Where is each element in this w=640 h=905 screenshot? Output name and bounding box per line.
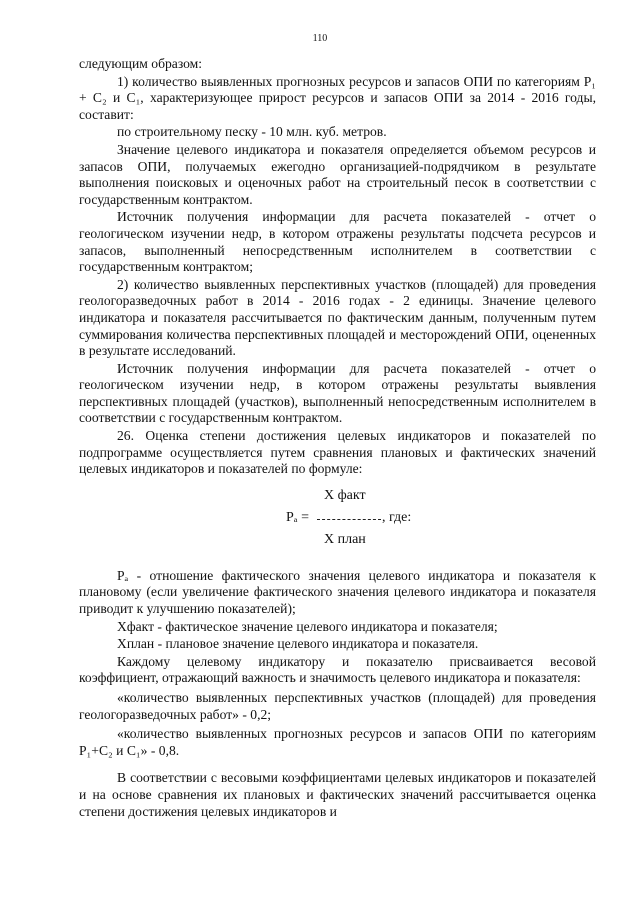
formula-numerator: X факт bbox=[324, 487, 366, 503]
body-text bbox=[79, 56, 596, 821]
paragraph-pa-definition: Pₐ - отношение фактического значения целевого индикатора и показателя к плановому (если увеличение фактического значения целевого индикатора и показателя приводит к улучшению показателей); bbox=[79, 567, 596, 617]
paragraph-26: 26. Оценка степени достижения целевых индикаторов и показателей по подпрограмме осуществляется путем сравнения плановых и фактических значений целевых индикаторов и показателей по формуле: bbox=[79, 428, 596, 477]
paragraph-item-1: 1) количество выявленных прогнозных ресурсов и запасов ОПИ по категориям P₁ + C₂ и C₁, характеризующее прирост ресурсов и запасов ОПИ за 2014 - 2016 годы, составит: bbox=[79, 73, 596, 122]
paragraph-weight-1: «количество выявленных перспективных участков (площадей) для проведения геологоразведочных работ» - 0,2; bbox=[79, 690, 596, 722]
paragraph-weight-2: «количество выявленных прогнозных ресурсов и запасов ОПИ по категориям P₁+C₂ и C₁» - 0,8. bbox=[79, 726, 596, 758]
paragraph-indicator-value: Значение целевого индикатора и показателя определяется объемом ресурсов и запасов ОПИ, получаемых ежегодно организацией-подрядчиком в результате выполнения поисковых и оценочных работ на строительный песок в соответствии с государственным контрактом. bbox=[79, 141, 596, 207]
formula-fraction-line bbox=[317, 519, 381, 520]
page-number: 110 bbox=[312, 33, 328, 44]
paragraph-assessment: В соответствии с весовыми коэффициентами целевых индикаторов и показателей и на основе сравнения их плановых и фактических значений рассчитывается оценка степени достижения целевых индикаторов и bbox=[79, 770, 596, 819]
paragraph-xplan-definition: Xплан - плановое значение целевого индикатора и показателя. bbox=[117, 636, 479, 652]
formula-where: , где: bbox=[382, 509, 412, 525]
formula bbox=[79, 482, 596, 560]
formula-lhs: Pₐ = bbox=[286, 509, 310, 525]
paragraph-info-source-2: Источник получения информации для расчета показателей - отчет о геологическом изучении недр, в котором отражены результаты выявления перспективных площадей (участков), выполненный непосредственным исполнителем в соответствии с государственным контрактом. bbox=[79, 360, 596, 426]
paragraph-intro: следующим образом: bbox=[79, 56, 203, 71]
paragraph-item-2: 2) количество выявленных перспективных участков (площадей) для проведения геологоразведочных работ в 2014 - 2016 годах - 2 единицы. Значение целевого индикатора и показателя рассчитывается по фактическим данным, полученным путем суммирования количества перспективных площадей и месторождений ОПИ, оцененных в результате исследований. bbox=[79, 276, 596, 359]
paragraph-info-source-1: Источник получения информации для расчета показателей - отчет о геологическом изучении недр, в котором отражены результаты подсчета ресурсов и запасов, выполненный непосредственным исполнителем в соответствии с государственным контрактом; bbox=[79, 209, 596, 275]
paragraph-weights: Каждому целевому индикатору и показателю присваивается весовой коэффициент, отражающий важность и значимость целевого индикатора и показателя: bbox=[79, 653, 596, 686]
paragraph-sand: по строительному песку - 10 млн. куб. метров. bbox=[117, 124, 387, 140]
formula-denominator: X план bbox=[324, 531, 366, 547]
paragraph-xfact-definition: Xфакт - фактическое значение целевого индикатора и показателя; bbox=[117, 618, 498, 634]
